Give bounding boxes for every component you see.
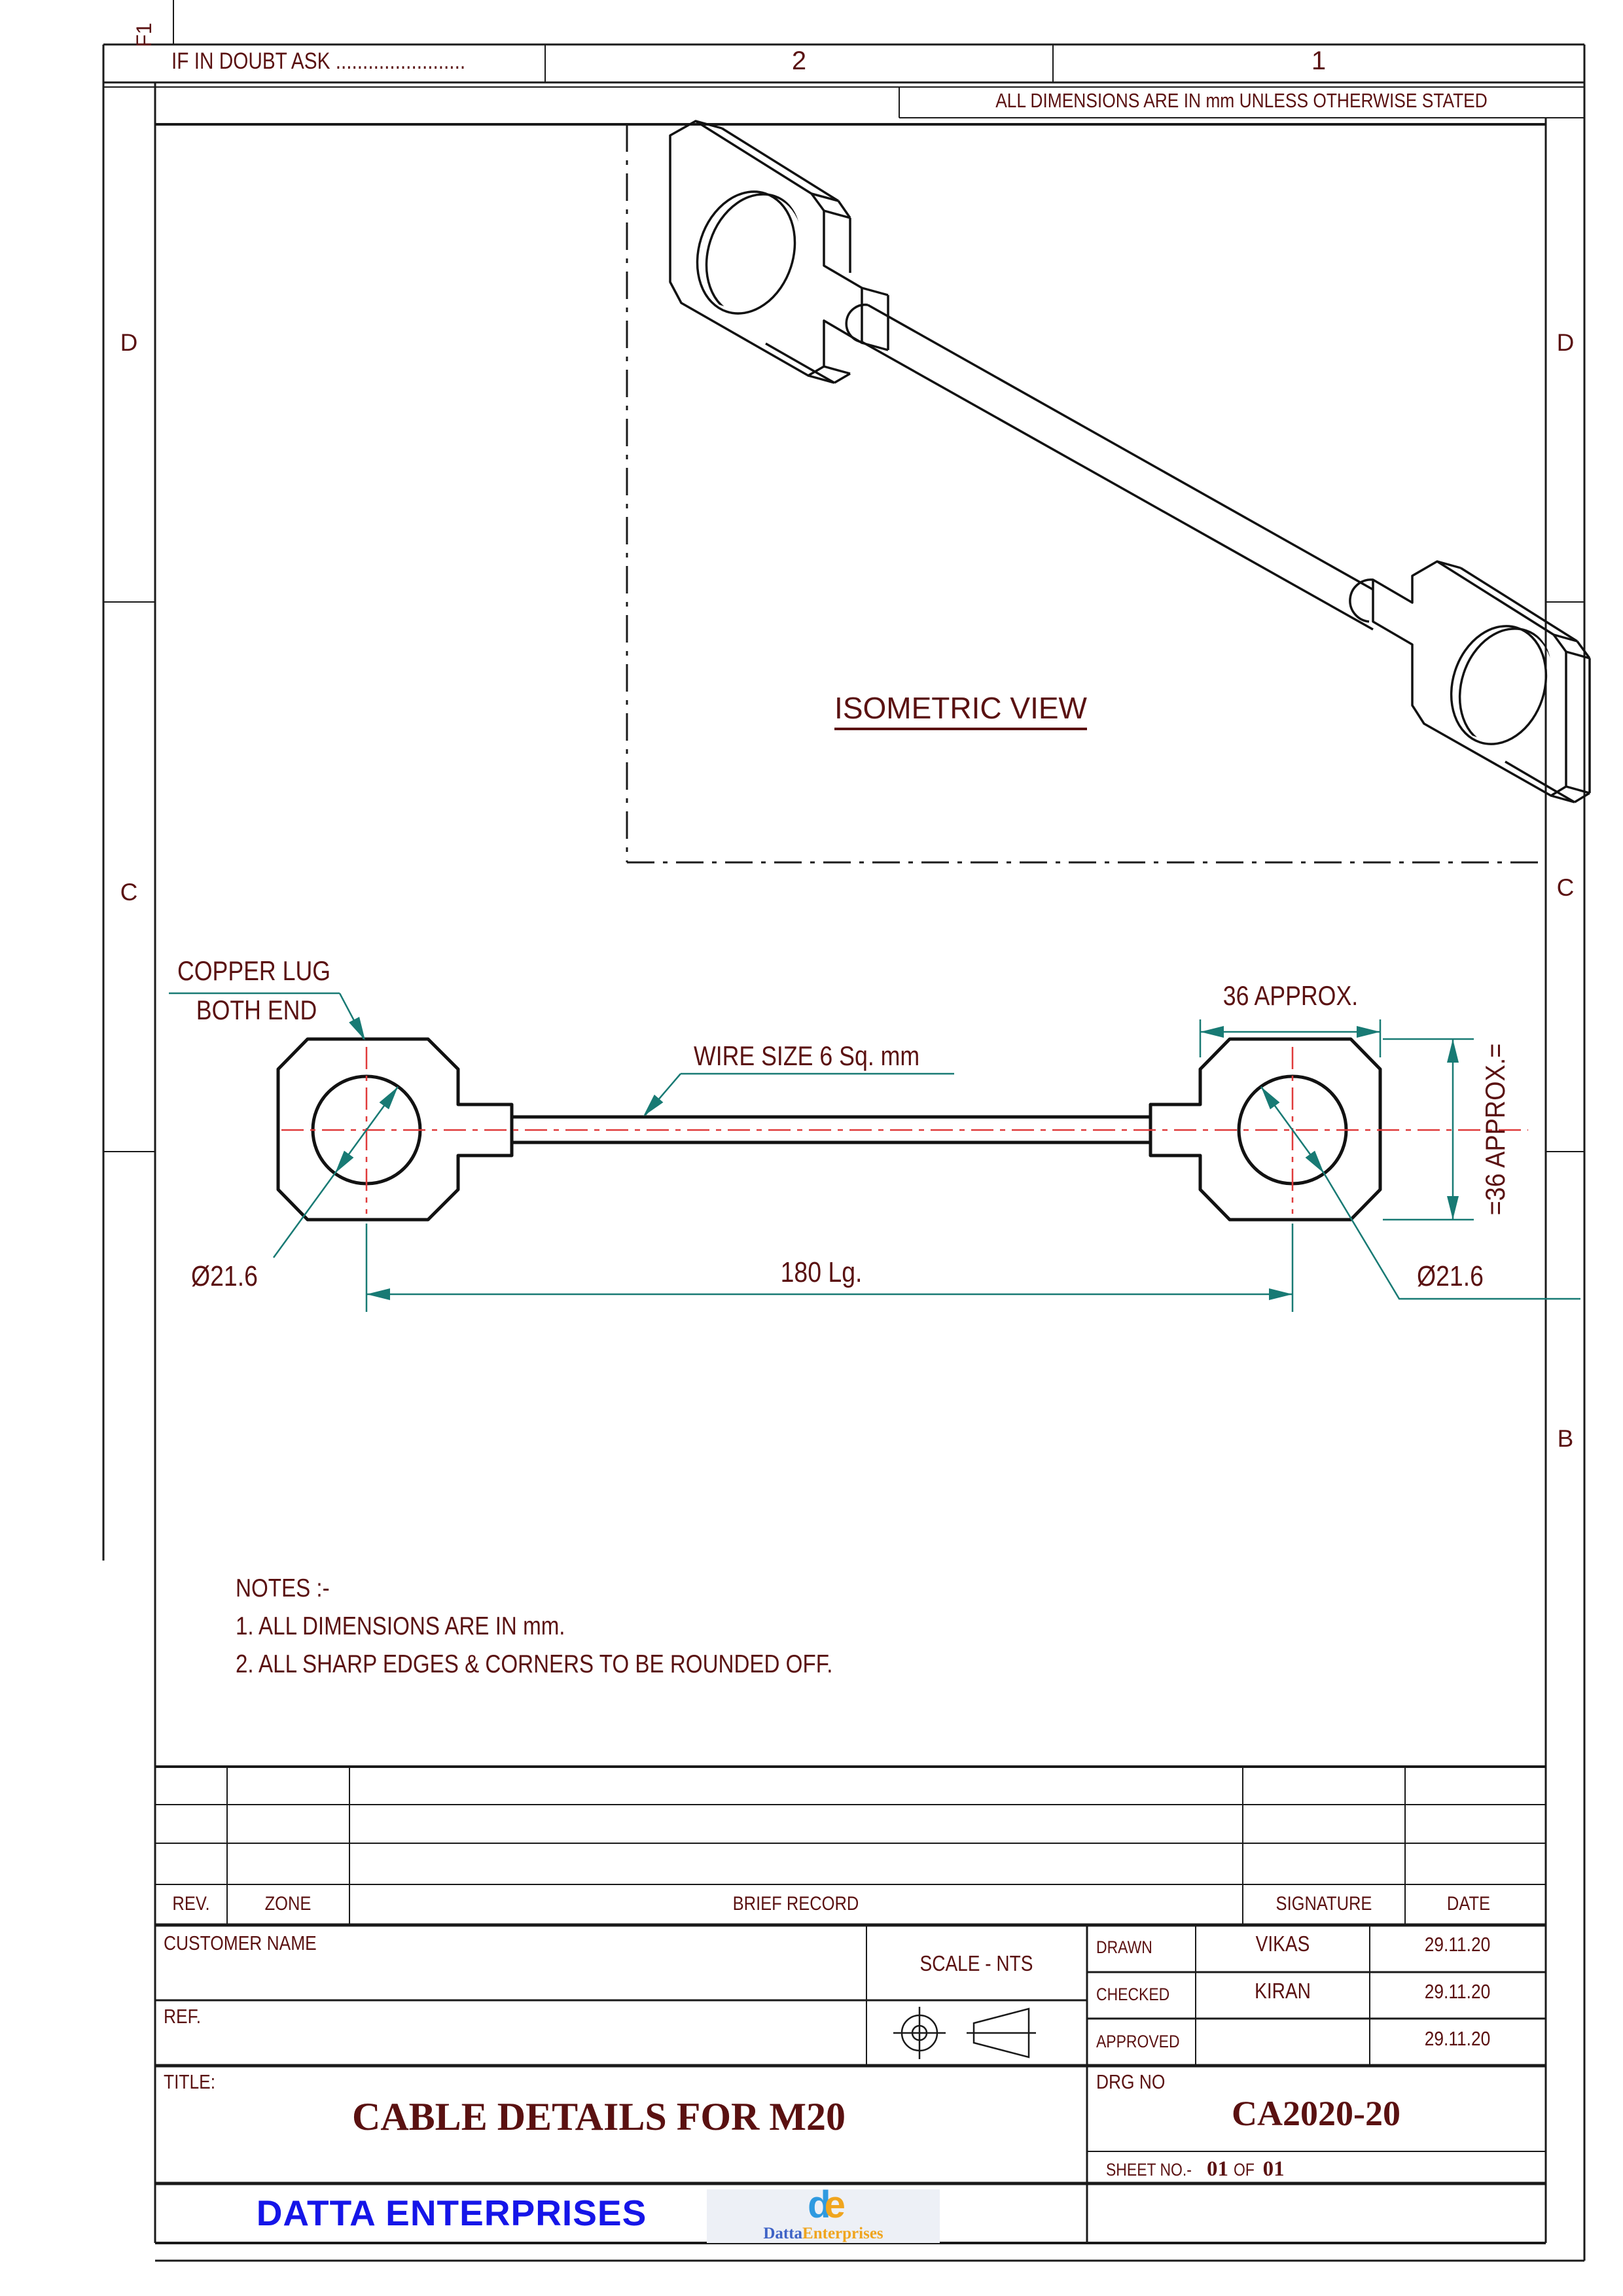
header-if-in-doubt: IF IN DOUBT ASK ........................	[171, 48, 466, 74]
copper-lug-label-line1: COPPER LUG	[177, 955, 331, 986]
width-dim-label: 36 APPROX.	[1222, 980, 1359, 1011]
drg-no-label: DRG NO	[1096, 2070, 1166, 2093]
iso-viewport-border	[627, 124, 1546, 862]
copper-lug-label-line2: BOTH END	[196, 995, 317, 1025]
length-dim-label: 180 Lg.	[780, 1256, 863, 1288]
checked-label: CHECKED	[1096, 1985, 1170, 2004]
zone-right-c: C	[1556, 874, 1575, 901]
sheet-no-value: 01	[1207, 2157, 1229, 2181]
logo-word-enterprises: Enterprises	[802, 2225, 883, 2242]
brief-record-col-header: BRIEF RECORD	[732, 1893, 859, 1915]
zone-right-d: D	[1556, 329, 1575, 356]
company-logo	[707, 2183, 940, 2243]
drawn-name: VIKAS	[1255, 1932, 1310, 1956]
approved-date: 29.11.20	[1424, 2027, 1491, 2050]
logo-word-datta: Datta	[763, 2225, 803, 2242]
approved-label: APPROVED	[1096, 2032, 1180, 2051]
checked-name: KIRAN	[1255, 1979, 1311, 2003]
iso-view-label: ISOMETRIC VIEW	[834, 691, 1087, 730]
checked-date: 29.11.20	[1424, 1980, 1491, 2003]
signature-col-header: SIGNATURE	[1275, 1893, 1372, 1915]
dia-label-left: Ø21.6	[191, 1260, 258, 1292]
zone-left-d: D	[120, 329, 138, 356]
height-dim-label: =36 APPROX.=	[1479, 1043, 1510, 1216]
dims-note: ALL DIMENSIONS ARE IN mm UNLESS OTHERWISE STATED	[995, 89, 1488, 112]
scale-value: SCALE - NTS	[919, 1951, 1033, 1975]
zone-left-c: C	[120, 879, 138, 906]
centerlines	[281, 1047, 1528, 1214]
logo-letter-d: d	[808, 2183, 825, 2226]
sheet-no-line	[1106, 2158, 1285, 2181]
notes-heading: NOTES :-	[236, 1574, 330, 1602]
header-zone-2: 2	[791, 46, 807, 75]
sheet-total-value: 01	[1262, 2157, 1285, 2181]
drg-no-value: CA2020-20	[1232, 2094, 1400, 2133]
logo-de-icon	[707, 2183, 940, 2227]
drawn-label: DRAWN	[1096, 1937, 1152, 1957]
projection-symbol-icon	[893, 2007, 1036, 2059]
dia-label-right: Ø21.6	[1417, 1260, 1484, 1292]
logo-wordmark	[707, 2225, 940, 2243]
title-block-grid	[155, 1767, 1546, 2243]
customer-name-label: CUSTOMER NAME	[164, 1932, 317, 1954]
company-name: DATTA ENTERPRISES	[256, 2193, 647, 2233]
sheet-of-label: OF	[1233, 2160, 1255, 2180]
header-zone-1: 1	[1311, 46, 1327, 75]
wire-size-label: WIRE SIZE 6 Sq. mm	[694, 1040, 920, 1071]
ref-label: REF.	[164, 2005, 202, 2028]
note-2: 2. ALL SHARP EDGES & CORNERS TO BE ROUNDED OFF.	[236, 1650, 833, 1678]
date-col-header: DATE	[1446, 1893, 1491, 1915]
title-label: TITLE:	[164, 2070, 216, 2093]
note-1: 1. ALL DIMENSIONS ARE IN mm.	[236, 1612, 565, 1640]
logo-letter-e: e	[824, 2183, 839, 2226]
rev-col-header: REV.	[172, 1893, 210, 1915]
drawn-date: 29.11.20	[1424, 1933, 1491, 1956]
zone-right-b: B	[1557, 1425, 1574, 1452]
corner-zone-label: F1	[132, 22, 156, 47]
drawing-title: CABLE DETAILS FOR M20	[352, 2095, 846, 2138]
zone-col-header: ZONE	[264, 1893, 312, 1915]
sheet-no-label: SHEET NO.-	[1106, 2160, 1192, 2180]
